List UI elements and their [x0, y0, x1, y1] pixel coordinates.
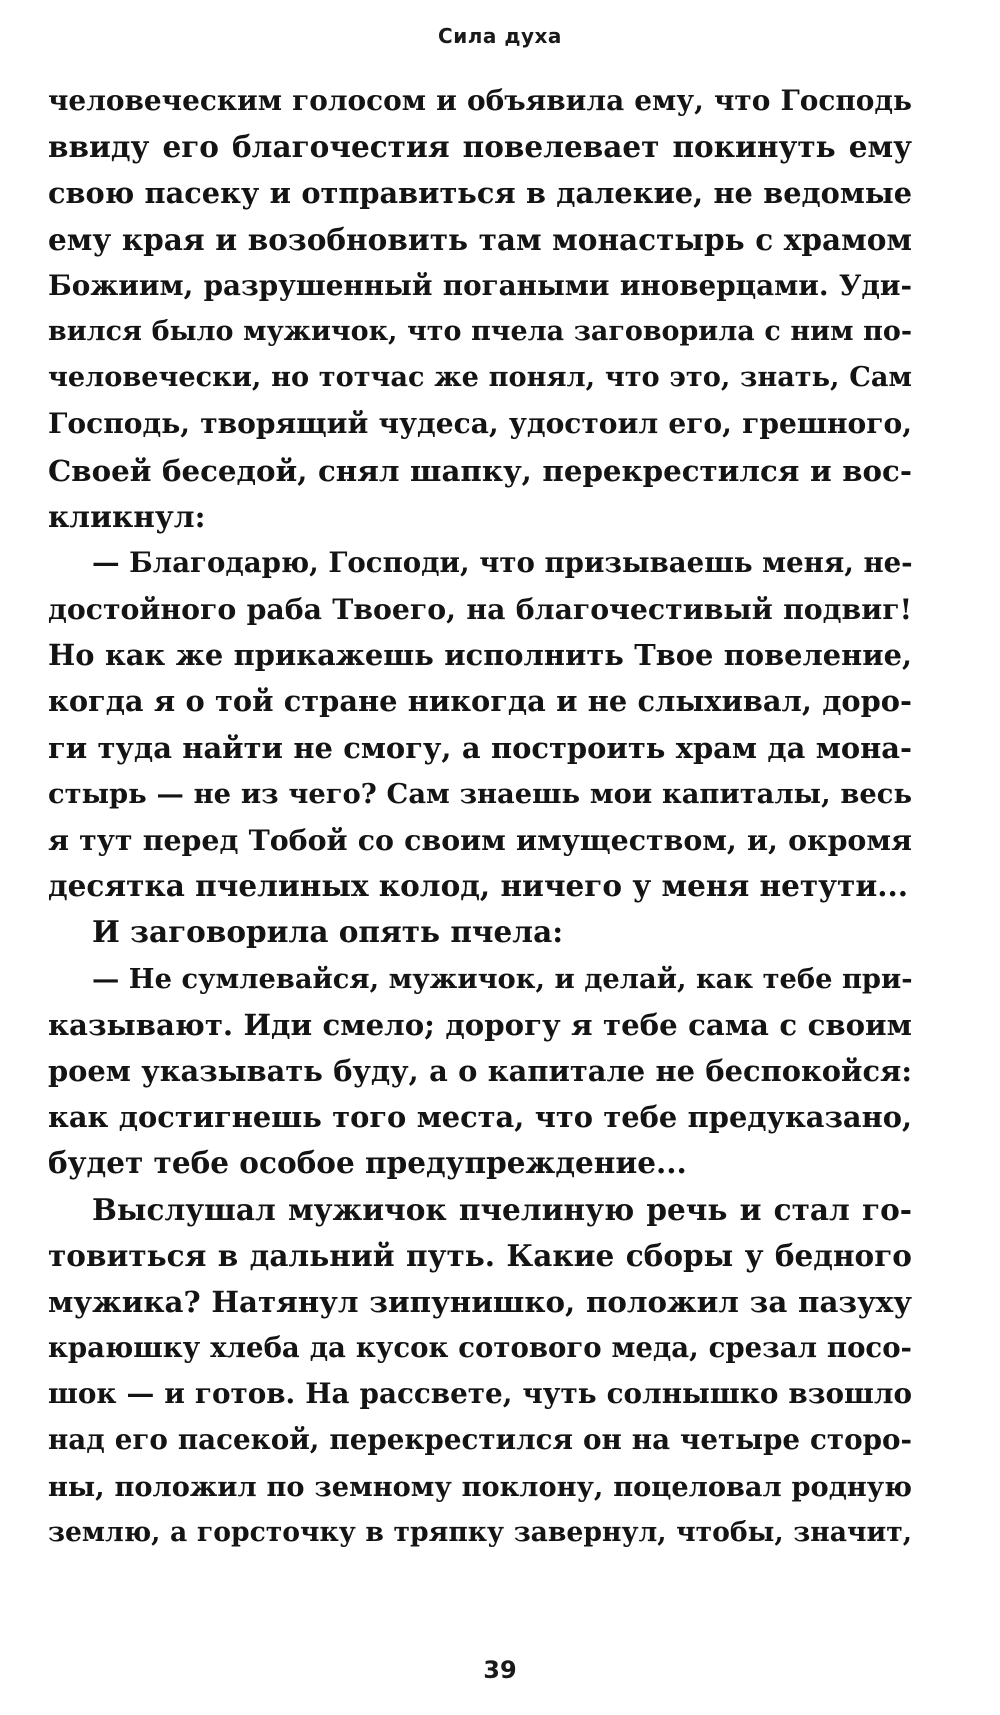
text-line: землю, а горсточку в тряпку завернул, чтобы, значит,	[48, 1516, 912, 1548]
text-line: роем указывать буду, а о капитале не беспокойся:	[48, 1053, 912, 1088]
text-line: казывают. Иди смело; дорогу я тебе сама с своим	[48, 1007, 912, 1042]
text-line: десятка пчелиных колод, ничего у меня нетути...	[48, 868, 909, 904]
text-line: будет тебе особое предупреждение...	[48, 1145, 687, 1181]
text-line: когда я о той стране никогда и не слыхивал, доро-	[48, 684, 912, 719]
text-line: я тут перед Тобой со своим имуществом, и, окромя	[48, 823, 912, 857]
text-line: ему края и возобновить там монастырь с храмом	[48, 221, 912, 257]
text-line: ги туда найти не смогу, а построить храм да мона-	[48, 730, 912, 765]
text-line: стырь — не из чего? Сам знаешь мои капиталы, весь	[48, 777, 912, 810]
text-line: над его пасекой, перекрестился он на четыре сторо-	[48, 1423, 912, 1457]
text-line: Своей беседой, снял шапку, перекрестился и вос-	[48, 453, 912, 488]
text-line: — Не сумлевайся, мужичок, и делай, как тебе при-	[92, 962, 913, 995]
text-line: И заговорила опять пчела:	[92, 914, 564, 950]
text-line: товиться в дальний путь. Какие сборы у бедного	[48, 1237, 912, 1273]
running-head-title: Сила духа	[438, 24, 562, 48]
text-line: Выслушал мужичок пчелиную речь и стал го-	[92, 1191, 912, 1227]
text-line: Господь, творящий чудеса, удостоил его, грешного,	[48, 407, 912, 441]
text-line: вился было мужичок, что пчела заговорила с ним по-	[48, 315, 912, 347]
text-line: ввиду его благочестия повелевает покинуть ему	[48, 129, 912, 165]
text-line: как достигнешь того места, что тебе предуказано,	[48, 1100, 912, 1135]
text-line: кликнул:	[48, 498, 206, 534]
text-line: — Благодарю, Господи, что призываешь меня, не-	[92, 545, 913, 579]
text-line: краюшку хлеба да кусок сотового меда, срезал посо-	[48, 1332, 912, 1365]
text-line: мужика? Натянул зипунишко, положил за пазуху	[48, 1284, 912, 1319]
page-number: 39	[483, 1656, 517, 1684]
text-line: свою пасеку и отправиться в далекие, не ведомые	[48, 176, 912, 211]
text-line: шок — и готов. На рассвете, чуть солнышко взошло	[48, 1377, 912, 1411]
text-line: достойного раба Твоего, на благочестивый подвиг!	[48, 592, 912, 627]
body-text	[48, 78, 912, 1556]
text-line: Божиим, разрушенный погаными иноверцами. Уди-	[48, 268, 912, 302]
text-line: ны, положил по земному поклону, поцеловал родную	[48, 1470, 912, 1503]
text-line: Но как же прикажешь исполнить Твое повеление,	[48, 638, 912, 673]
text-line: человечески, но тотчас же понял, что это, знать, Сам	[48, 362, 912, 394]
text-line: человеческим голосом и объявила ему, что Господь	[48, 84, 912, 117]
